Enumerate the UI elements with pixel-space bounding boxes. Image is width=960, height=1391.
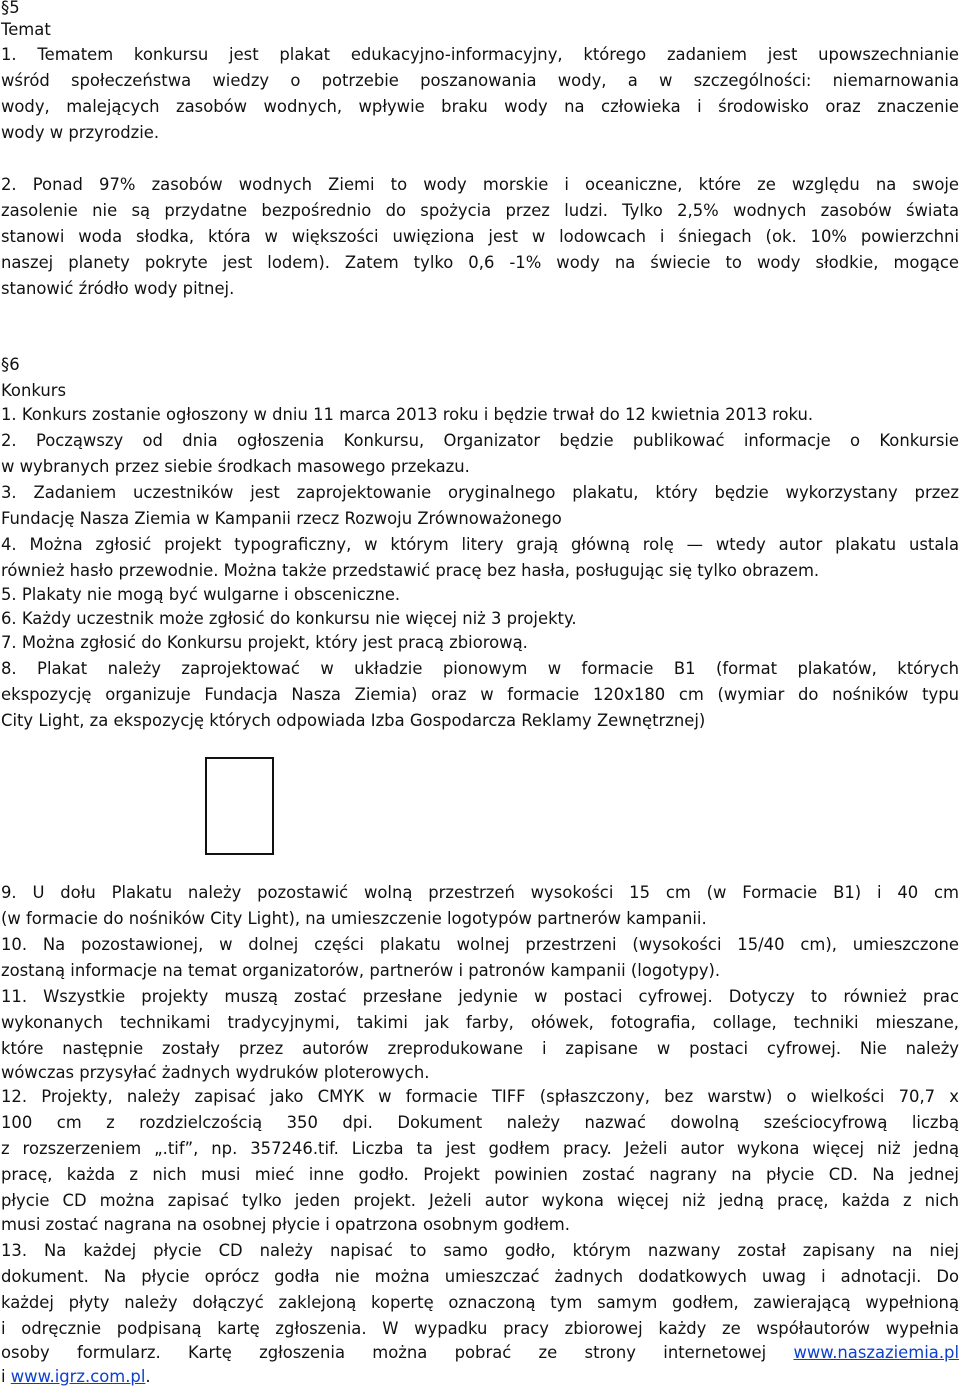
section-6-item-13-line-4: i odręcznie podpisaną kartę zgłoszenia. W wypadku pracy zbiorowej każdy ze współautorów wypełnia bbox=[1, 1319, 959, 1338]
igrz-link[interactable]: www.igrz.com.pl bbox=[10, 1367, 146, 1386]
section-6-item-11-line-4: wówczas przysyłać żadnych wydruków ploterowych. bbox=[1, 1063, 430, 1082]
section-5-item-1-line-3: wody, malejących zasobów wodnych, wpływie braku wody na człowieka i środowisko oraz znaczenie bbox=[1, 97, 959, 116]
section-6-item-6: 6. Każdy uczestnik może zgłosić do konkursu nie więcej niż 3 projekty. bbox=[1, 609, 577, 628]
section-5-number: §5 bbox=[1, 0, 20, 17]
naszaziemia-link[interactable]: www.naszaziemia.pl bbox=[793, 1343, 959, 1362]
section-6-item-4-line-2: również hasło przewodnie. Można także przedstawić pracę bez hasła, posługując się tylko obrazem. bbox=[1, 561, 820, 580]
section-6-item-2-line-2: w wybranych przez siebie środkach masowego przekazu. bbox=[1, 457, 470, 476]
section-6-item-11-line-1: 11. Wszystkie projekty muszą zostać przesłane jedynie w postaci cyfrowej. Dotyczy to również prac bbox=[1, 987, 959, 1006]
section-6-number: §6 bbox=[1, 355, 20, 374]
section-6-item-3-line-1: 3. Zadaniem uczestników jest zaprojektowanie oryginalnego plakatu, który będzie wykorzystany przez bbox=[1, 483, 959, 502]
section-6-item-9-line-2: (w formacie do nośników City Light), na umieszczenie logotypów partnerów kampanii. bbox=[1, 909, 707, 928]
section-6-item-12-line-4: pracę, każda z nich musi mieć inne godło. Projekt powinien zostać nagrany na płycie CD. Na jednej bbox=[1, 1165, 959, 1184]
section-6-item-12-line-2: 100 cm z rozdzielczością 350 dpi. Dokument należy nazwać dowolną sześciocyfrową liczbą bbox=[1, 1113, 959, 1132]
section-6-item-13-line-2: dokument. Na płycie oprócz godła nie można umieszczać żadnych dodatkowych uwag i adnotacji. Do bbox=[1, 1267, 959, 1286]
section-6-item-12-line-6: musi zostać nagrana na osobnej płycie i opatrzona osobnym godłem. bbox=[1, 1215, 570, 1234]
section-6-item-12-line-3: z rozszerzeniem „.tif”, np. 357246.tif. Liczba ta jest godłem pracy. Jeżeli autor wykona więcej niż jedną bbox=[1, 1139, 959, 1158]
section-6-item-10-line-2: zostaną informacje na temat organizatorów, partnerów i patronów kampanii (logotypy). bbox=[1, 961, 721, 980]
section-6-item-8-line-1: 8. Plakat należy zaprojektować w układzie pionowym w formacie B1 (format plakatów, których bbox=[1, 659, 959, 678]
section-6-item-10-line-1: 10. Na pozostawionej, w dolnej części plakatu wolnej przestrzeni (wysokości 15/40 cm), umieszczone bbox=[1, 935, 959, 954]
section-6-title: Konkurs bbox=[1, 381, 67, 400]
final-period: . bbox=[145, 1367, 151, 1386]
section-5-item-2-line-2: zasolenie nie są przydatne bezpośrednio do spożycia przez ludzi. Tylko 2,5% wodnych zasobów świata bbox=[1, 201, 959, 220]
section-6-item-12-line-5: płycie CD można zapisać tylko jeden projekt. Jeżeli autor wykona więcej niż jedną pracę, każda z nich bbox=[1, 1191, 959, 1210]
poster-format-rectangle bbox=[205, 757, 274, 855]
section-5-title: Temat bbox=[1, 20, 51, 39]
section-6-item-1: 1. Konkurs zostanie ogłoszony w dniu 11 marca 2013 roku i będzie trwał do 12 kwietnia 2013 roku. bbox=[1, 405, 814, 424]
section-5-item-2-line-3: stanowi woda słodka, która w większości uwięziona jest w lodowcach i śniegach (ok. 10% powierzchni bbox=[1, 227, 959, 246]
download-form-text: osoby formularz. Kartę zgłoszenia można pobrać ze strony internetowej bbox=[1, 1343, 767, 1362]
section-5-item-2-line-4: naszej planety pokryte jest lodem). Zatem tylko 0,6 -1% wody na świecie to wody słodkie, mogące bbox=[1, 253, 959, 272]
section-6-item-2-line-1: 2. Począwszy od dnia ogłoszenia Konkursu, Organizator będzie publikować informacje o Konkursie bbox=[1, 431, 959, 450]
section-5-item-2-line-1: 2. Ponad 97% zasobów wodnych Ziemi to wody morskie i oceaniczne, które ze względu na swoje bbox=[1, 175, 959, 194]
section-6-item-8-line-2: ekspozycję organizuje Fundacja Nasza Ziemia) oraz w formacie 120x180 cm (wymiar do nośników typu bbox=[1, 685, 959, 704]
section-6-item-13-line-1: 13. Na każdej płycie CD należy napisać to samo godło, którym nazwany został zapisany na niej bbox=[1, 1241, 959, 1260]
section-6-item-9-line-1: 9. U dołu Plakatu należy pozostawić wolną przestrzeń wysokości 15 cm (w Formacie B1) i 40 cm bbox=[1, 883, 959, 902]
section-5-item-1-line-1: 1. Tematem konkursu jest plakat edukacyjno-informacyjny, którego zadaniem jest upowszechnianie bbox=[1, 45, 959, 64]
section-6-item-11-line-3: które następnie zostały przez autorów zreprodukowane i zapisane w postaci cyfrowej. Nie należy bbox=[1, 1039, 959, 1058]
section-6-item-7: 7. Można zgłosić do Konkursu projekt, który jest pracą zbiorową. bbox=[1, 633, 528, 652]
section-6-item-13-line-3: każdej płyty należy dołączyć zaklejoną kopertę oznaczoną tym samym godłem, zawierającą wypełnioną bbox=[1, 1293, 959, 1312]
section-6-item-4-line-1: 4. Można zgłosić projekt typograficzny, w którym litery grają główną rolę — wtedy autor plakatu ustala bbox=[1, 535, 959, 554]
section-6-item-3-line-2: Fundację Nasza Ziemia w Kampanii rzecz Rozwoju Zrównoważonego bbox=[1, 509, 562, 528]
final-prefix: i bbox=[1, 1367, 6, 1386]
section-6-item-8-line-3: City Light, za ekspozycję których odpowiada Izba Gospodarcza Reklamy Zewnętrznej) bbox=[1, 711, 706, 730]
section-6-item-13-line-6 bbox=[1, 1366, 151, 1388]
section-6-item-11-line-2: wykonanych technikami tradycyjnymi, takimi jak farby, ołówek, fotografia, collage, techniki mieszane, bbox=[1, 1013, 959, 1032]
section-5-item-1-line-4: wody w przyrodzie. bbox=[1, 123, 160, 142]
section-6-item-13-line-5 bbox=[1, 1342, 959, 1364]
section-6-item-5: 5. Plakaty nie mogą być wulgarne i obsceniczne. bbox=[1, 585, 401, 604]
section-6-item-12-line-1: 12. Projekty, należy zapisać jako CMYK w formacie TIFF (spłaszczony, bez warstw) o wielkości 70,7 x bbox=[1, 1087, 959, 1106]
section-5-item-2-line-5: stanowić źródło wody pitnej. bbox=[1, 279, 235, 298]
section-5-item-1-line-2: wśród społeczeństwa wiedzy o potrzebie poszanowania wody, a w szczególności: niemarnowania bbox=[1, 71, 959, 90]
